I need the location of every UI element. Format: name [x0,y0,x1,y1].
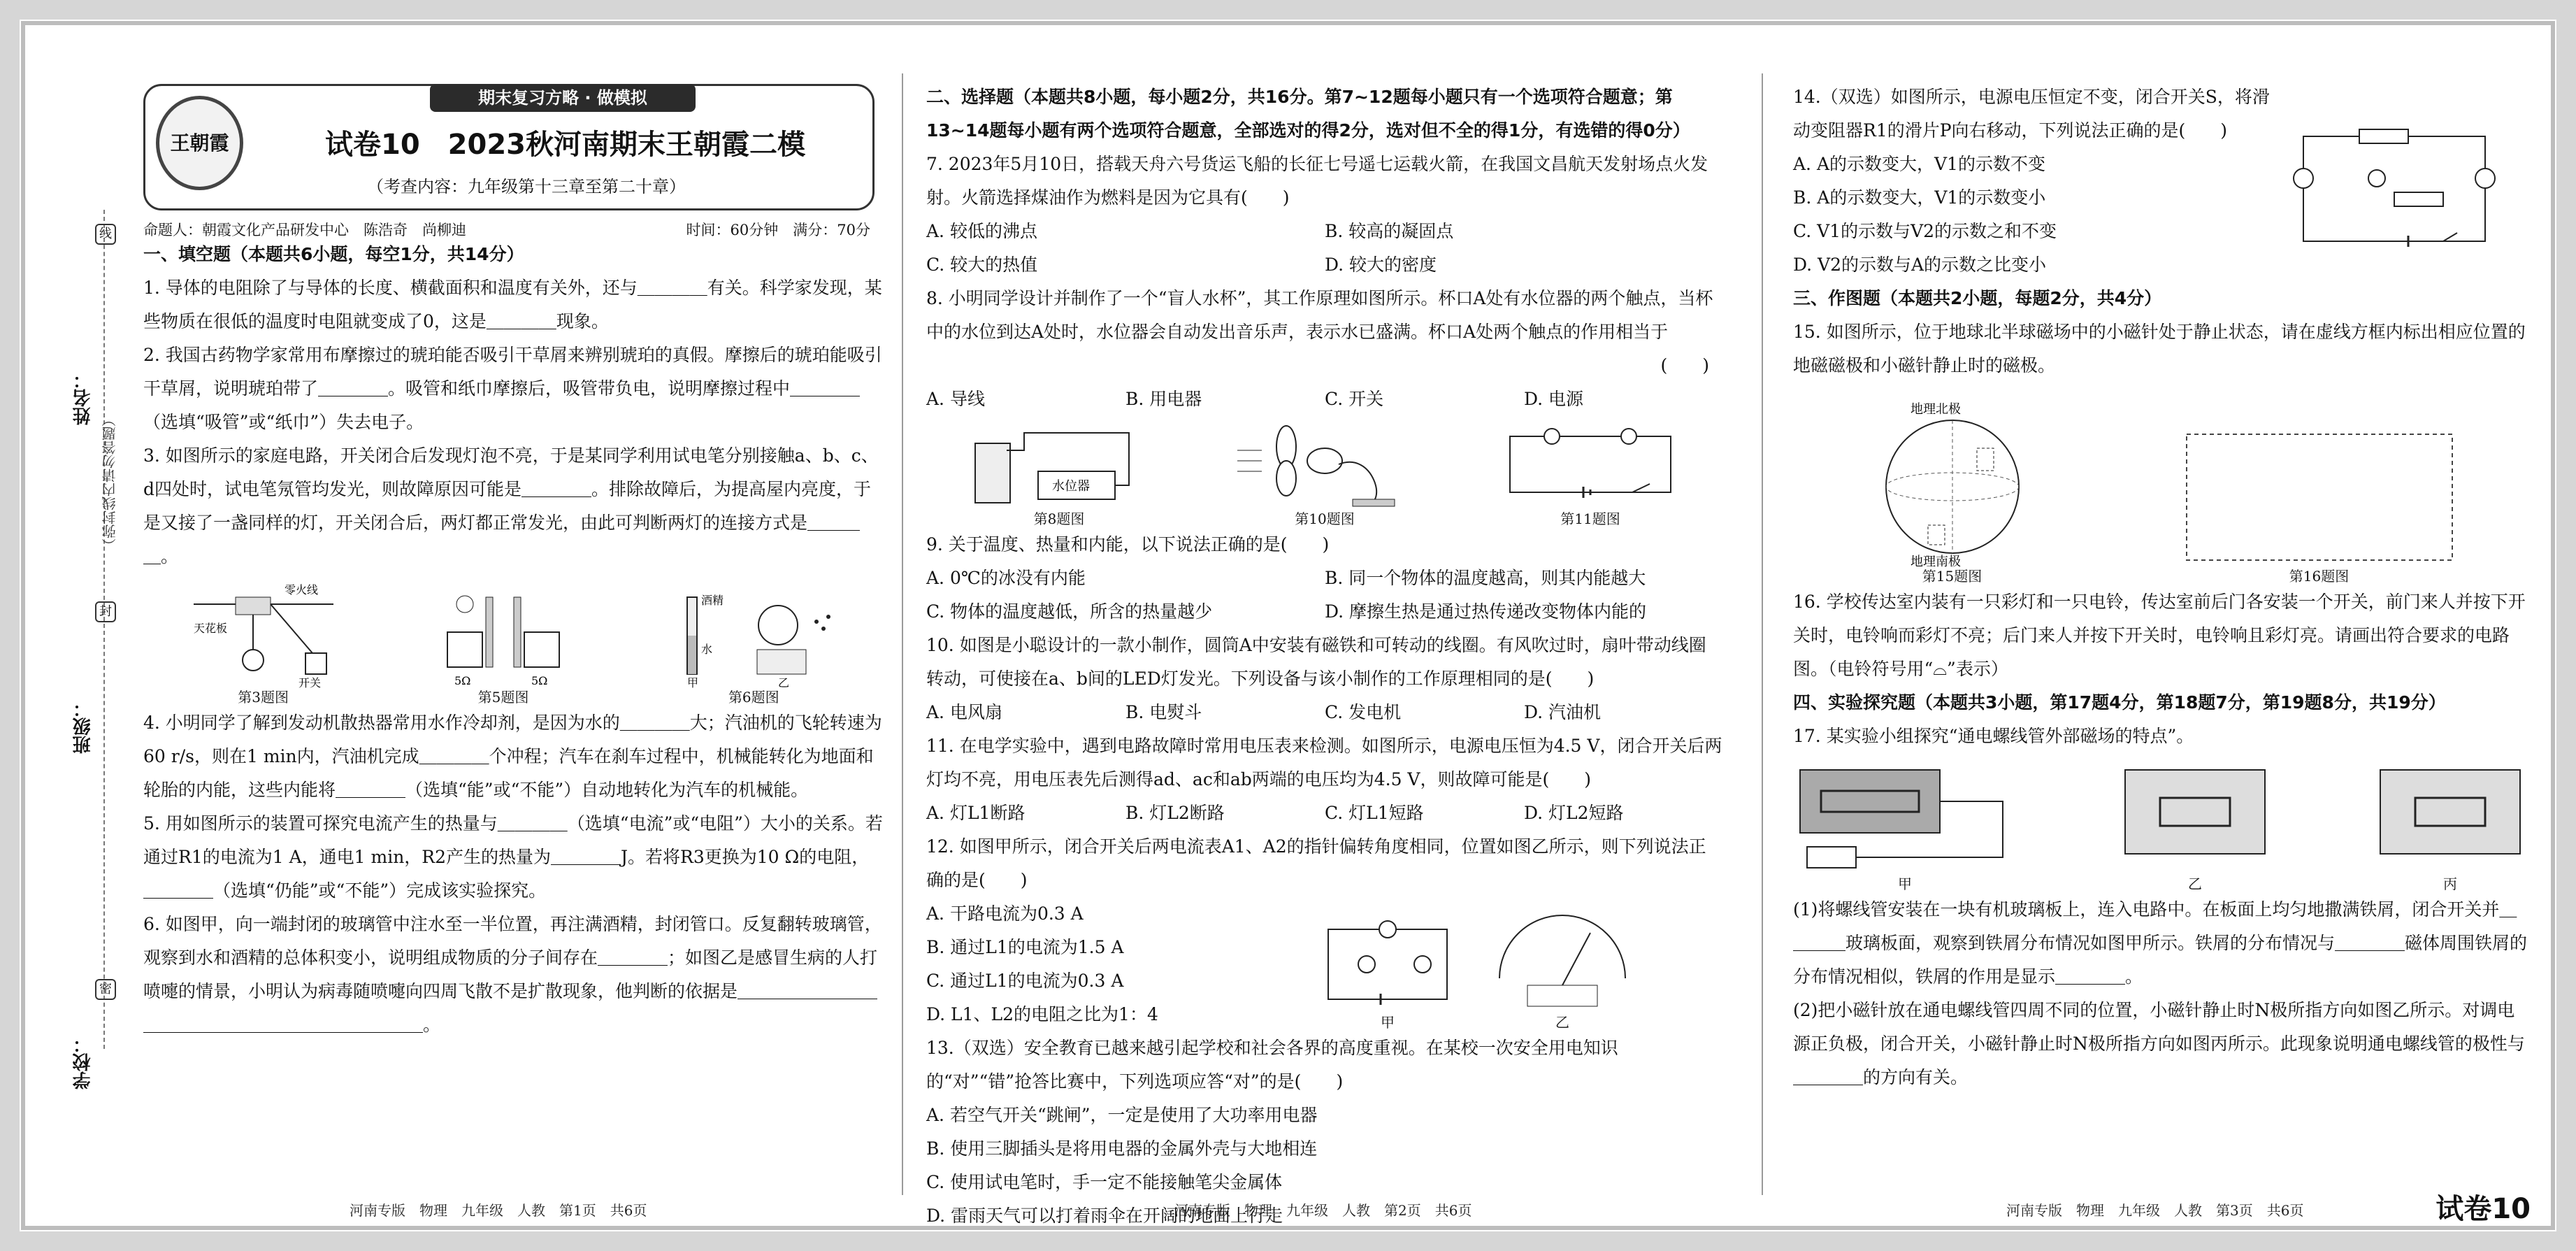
question-6: 6. 如图甲，向一端封闭的玻璃管中注水至一半位置，再注满酒精，封闭管口。反复翻转玻璃管，观察到水和酒精的总体积变小，说明组成物质的分子间存在＿＿＿＿；如图乙是感冒生病的人打喷嚏的情景，小明认为病毒随喷嚏向四周飞散不是扩散现象，他判断的依据是＿＿＿＿＿＿＿＿＿＿＿＿＿＿＿＿＿＿＿＿＿＿＿＿。 [143,914,882,1035]
option: A. 干路电流为0.3 A [926,903,1084,924]
figure-q6 [666,583,841,706]
figure-q16 [2180,427,2459,585]
fig15-north: 地理北极 [1910,402,1961,417]
figure-q10 [1234,422,1416,528]
figure-q5 [426,583,580,706]
option: C. V1的示数与V2的示数之和不变 [1793,221,2057,241]
section-heading: 三、作图题（本题共2小题，每题2分，共4分） [1793,288,2162,308]
question-15: 15. 如图所示，位于地球北半球磁场中的小磁针处于静止状态，请在虚线方框内标出相应位置的地磁磁极和小磁针静止时的磁极。 [1793,322,2526,376]
paper-title: 试卷10 2023秋河南期末王朝霞二模 [325,129,805,161]
answer-paren: ( ) [1660,355,1709,376]
question-10: 10. 如图是小聪设计的一款小制作，圆筒A中安装有磁铁和可转动的线圈。有风吹过时，扇叶带动线圈转动，可使接在a、b间的LED灯发光。下列设备与该小制作的工作原理相同的是( ) [926,635,1706,689]
page-footer-1: 河南专版 物理 九年级 人教 第1页 共6页 [350,1202,647,1219]
option: A. 电风扇 [926,702,1002,722]
binding-mark-seal: 封 [95,601,116,622]
question-17-2: (2)把小磁针放在通电螺线管四周不同的位置，小磁针静止时N极所指方向如图乙所示。对调电源正负极，闭合开关，小磁针静止时N极所指方向如图丙所示。此现象说明通电螺线管的极性与＿＿＿＿的方向有关。 [1793,1000,2525,1087]
question-17: 17. 某实验小组探究“通电螺线管外部磁场的特点”。 [1793,726,2194,746]
binding-note: （弥封线内请勿答题） [101,413,118,552]
option: A. 若空气开关“跳闸”，一定是使用了大功率用电器 [926,1105,1318,1125]
question-3: 3. 如图所示的家庭电路，开关闭合后发现灯泡不亮，于是某同学利用试电笔分别接触a、b、c、d四处时，试电笔氖管均发光，则故障原因可能是＿＿＿＿。排除故障后，为提高屋内亮度，于是又接了一盏同样的灯，开关闭合后，两灯都正常发光，由此可判断两灯的连接方式是＿＿＿＿。 [143,445,879,566]
section-heading: 一、填空题（本题共6小题，每空1分，共14分） [143,244,524,264]
figure-q12-a [1318,908,1458,1031]
option: C. 开关 [1325,389,1384,409]
figure-caption: 第15题图 [1922,568,1983,585]
options-q9 [926,562,1723,629]
figure-row [1793,753,2527,893]
section-heading: 四、实验探究题（本题共3小题，第17题4分，第18题7分，第19题8分，共19分） [1793,692,2446,713]
school-field-label: 学校： [73,1035,94,1089]
fig8-box: 水位器 [1052,479,1090,494]
logo-text: 王朝霞 [170,131,229,155]
figure-caption: 第6题图 [728,689,779,706]
question-2: 2. 我国古药物学家常用布摩擦过的琥珀能否吸引干草屑来辨别琥珀的真假。摩擦后的琥珀能吸引干草屑，说明琥珀带了＿＿＿＿。吸管和纸巾摩擦后，吸管带负电，说明摩擦过程中＿＿＿＿（选填“吸管”或“纸巾”）失去电子。 [143,345,882,432]
option: B. 用电器 [1125,389,1202,409]
option: B. 使用三脚插头是将用电器的金属外壳与大地相连 [926,1138,1318,1159]
fig3-wires: 零火线 [284,583,318,596]
figure-q17-a [1793,763,2017,893]
series-banner: 期末复习方略 · 做模拟 [430,84,696,112]
option: D. 灯L2短路 [1524,803,1624,823]
question-4: 4. 小明同学了解到发动机散热器常用水作冷却剂，是因为水的＿＿＿＿大；汽油机的飞轮转速为60 r/s，则在1 min内，汽油机完成＿＿＿＿个冲程；汽车在刹车过程中，机械能转化为地面和轮胎的内能，这些内能将＿＿＿＿（选填“能”或“不能”）自动地转化为汽车的机械能。 [143,713,882,800]
authors: 命题人：朝霞文化产品研发中心 陈浩奇 尚柳迪 [143,222,466,238]
figure-caption: 甲 [1381,1014,1395,1031]
parallel-ammeter-circuit [1318,908,1458,1013]
option: C. 通过L1的电流为0.3 A [926,971,1124,991]
fig5-r-label: 5Ω [454,674,471,687]
figure-caption: 第8题图 [1033,510,1085,527]
solenoid-compass-b [2118,763,2272,875]
fig5-r-label: 5Ω [531,674,548,687]
option: D. 雷雨天气可以打着雨伞在开阔的地面上行走 [926,1206,1283,1226]
heater-u-tube-figure [426,583,580,688]
house-circuit-figure [187,583,340,688]
figure-row [143,573,884,706]
question-12: 12. 如图甲所示，闭合开关后两电流表A1、A2的指针偏转角度相同，位置如图乙所示，则下列说法正确的是( ) [926,836,1706,890]
option: D. L1、L2的电阻之比为1：4 [926,1004,1158,1024]
ammeter-dial [1485,908,1639,1013]
option: B. 较高的凝固点 [1325,221,1454,241]
figure-q3 [187,583,340,706]
question-1: 1. 导体的电阻除了与导体的长度、横截面积和温度有关外，还与＿＿＿＿有关。科学家发现，某些物质在很低的温度时电阻就变成了0，这是＿＿＿＿现象。 [143,278,882,331]
figure-caption: 丙 [2443,875,2457,892]
option: C. 较大的热值 [926,255,1038,275]
option: D. 摩擦生热是通过热传递改变物体内能的 [1325,601,1647,622]
options-q10 [926,696,1723,729]
figure-caption: 甲 [1898,875,1912,892]
paper-number: 试卷10 [2435,1193,2531,1225]
q12-block [926,897,1723,1031]
page-footer-3: 河南专版 物理 九年级 人教 第3页 共6页 [2006,1202,2304,1219]
wind-generator-figure [1234,422,1416,510]
option: B. 同一个物体的温度越高，则其内能越大 [1325,568,1646,588]
figure-row [926,416,1723,528]
question-14: 14.（双选）如图所示，电源电压恒定不变，闭合开关S，将滑动变阻器R1的滑片P向右移动，下列说法正确的是( ) [1793,87,2270,141]
question-8: 8. 小明同学设计并制作了一个“盲人水杯”，其工作原理如图所示。杯口A处有水位器的两个触点，当杯中的水位到达A处时，水位器会自动发出音乐声，表示水已盛满。杯口A处两个触点的作用相当于 [926,288,1713,342]
column-divider [1762,73,1763,1195]
figure-q8 [968,422,1150,528]
question-7: 7. 2023年5月10日，搭载天舟六号货运飞船的长征七号遥七运载火箭，在我国文昌航天发射场点火发射。火箭选择煤油作为燃料是因为它具有( ) [926,154,1708,208]
question-16: 16. 学校传达室内装有一只彩灯和一只电铃，传达室前后门各安装一个开关，前门来人并按下开关时，电铃响而彩灯不亮；后门来人并按下开关时，电铃响且彩灯亮。请画出符合要求的电路图。（电铃符号用“⌓”表示） [1793,592,2526,679]
options-q7 [926,215,1723,282]
paper-header [143,80,884,238]
question-13: 13.（双选）安全教育已越来越引起学校和社会各界的高度重视。在某校一次安全用电知识的“对”“错”抢答比赛中，下列选项应答“对”的是( ) [926,1038,1618,1092]
earth-magnetism-figure [1862,399,2043,567]
option: A. 灯L1断路 [926,803,1026,823]
figure-caption: 第10题图 [1295,510,1355,527]
q14-text [1793,80,2282,282]
options-q11 [926,796,1723,830]
column-divider [902,73,903,1195]
fig6-water: 水 [701,643,713,656]
option: C. 发电机 [1325,702,1402,722]
binding-mark-line: 线 [95,224,116,245]
exam-scope: （考查内容：九年级第十三章至第二十章） [367,177,686,196]
figure-q12 [1318,897,1639,1031]
fig3-switch: 开关 [298,676,321,688]
solenoid-compass-c [2373,763,2527,875]
option: A. 导线 [926,389,985,409]
option: C. 使用试电笔时，手一定不能接触笔尖金属体 [926,1172,1283,1192]
figure-row [1793,383,2527,585]
fig6-a: 甲 [687,676,699,688]
figure-caption: 第3题图 [238,689,289,706]
figure-caption: 第16题图 [2289,568,2350,585]
column-1 [143,80,884,1188]
q14-block [1793,80,2527,282]
question-5: 5. 用如图所示的装置可探究电流产生的热量与＿＿＿＿（选填“电流”或“电阻”）大小的关系。若通过R1的电流为1 A，通电1 min，R2产生的热量为＿＿＿＿J。若将R3更换为10 Ω的电阻，＿＿＿＿（选填“仍能”或“不能”）完成该实验探究。 [143,813,883,901]
binding-dashed-line [103,210,105,1049]
page-footer-2: 河南专版 物理 九年级 人教 第2页 共6页 [1174,1202,1472,1219]
brand-logo [156,96,243,190]
figure-q12-b [1485,908,1639,1031]
column-3 [1793,80,2527,1188]
figure-caption: 第5题图 [477,689,529,706]
option: A. 较低的沸点 [926,221,1037,241]
option: B. 电熨斗 [1125,702,1202,722]
figure-q11 [1499,422,1681,528]
fig15-south: 地理南极 [1910,555,1961,567]
class-field-label: 班级： [73,699,94,754]
answer-dashed-box [2180,427,2459,567]
option: A. A的示数变大，V1的示数不变 [1793,154,2045,174]
fig6-alcohol: 酒精 [701,594,724,607]
options-q12 [926,897,1318,1031]
binding-mark-secret: 密 [95,979,116,1000]
paper-meta [143,213,870,247]
option: B. 灯L2断路 [1125,803,1225,823]
question-9: 9. 关于温度、热量和内能，以下说法正确的是( ) [926,534,1330,555]
option: D. 汽油机 [1524,702,1602,722]
series-lamp-circuit-figure [1499,422,1681,510]
option: B. A的示数变大，V1的示数变小 [1793,187,2046,208]
figure-caption: 第11题图 [1560,510,1620,527]
option: C. 物体的温度越低，所含的热量越少 [926,601,1213,622]
solenoid-iron-filings-a [1793,763,2017,875]
question-17-1: (1)将螺线管安装在一块有机玻璃板上，连入电路中。在板面上均匀地撒满铁屑，闭合开关并＿＿＿＿玻璃板面，观察到铁屑分布情况如图甲所示。铁屑的分布情况与＿＿＿＿磁体周围铁屑的分布情况相似，铁屑的作用是显示＿＿＿＿。 [1793,899,2528,987]
option: C. 灯L1短路 [1325,803,1424,823]
rheostat-circuit-figure [2282,108,2513,269]
option: D. 较大的密度 [1325,255,1437,275]
figure-q17-c [2373,763,2527,893]
binding-strip [70,210,118,1111]
option: D. 电源 [1524,389,1584,409]
figure-q17-b [2118,763,2272,893]
blind-cup-figure [968,422,1150,510]
tube-sneeze-figure [666,583,841,688]
time-score: 时间：60分钟 满分：70分 [686,222,870,238]
figure-caption: 乙 [1555,1014,1569,1031]
fig3-ceiling: 天花板 [193,622,227,635]
fig6-b: 乙 [778,676,790,688]
name-field-label: 姓名： [73,371,94,425]
options-q8 [926,383,1723,416]
option: A. 0℃的冰没有内能 [926,568,1086,588]
figure-q15 [1862,399,2043,585]
figure-caption: 乙 [2188,875,2202,892]
question-11: 11. 在电学实验中，遇到电路故障时常用电压表来检测。如图所示，电源电压恒为4.5 V，闭合开关后两灯均不亮，用电压表先后测得ad、ac和ab两端的电压均为4.5 V，则故障可能是( ) [926,736,1722,789]
section-heading: 二、选择题（本题共8小题，每小题2分，共16分。第7~12题每小题只有一个选项符合题意；第13~14题每小题有两个选项符合题意，全部选对的得2分，选对但不全的得1分，有选错的得0分） [926,87,1690,141]
option: B. 通过L1的电流为1.5 A [926,937,1124,957]
option: D. V2的示数与A的示数之比变小 [1793,255,2047,275]
